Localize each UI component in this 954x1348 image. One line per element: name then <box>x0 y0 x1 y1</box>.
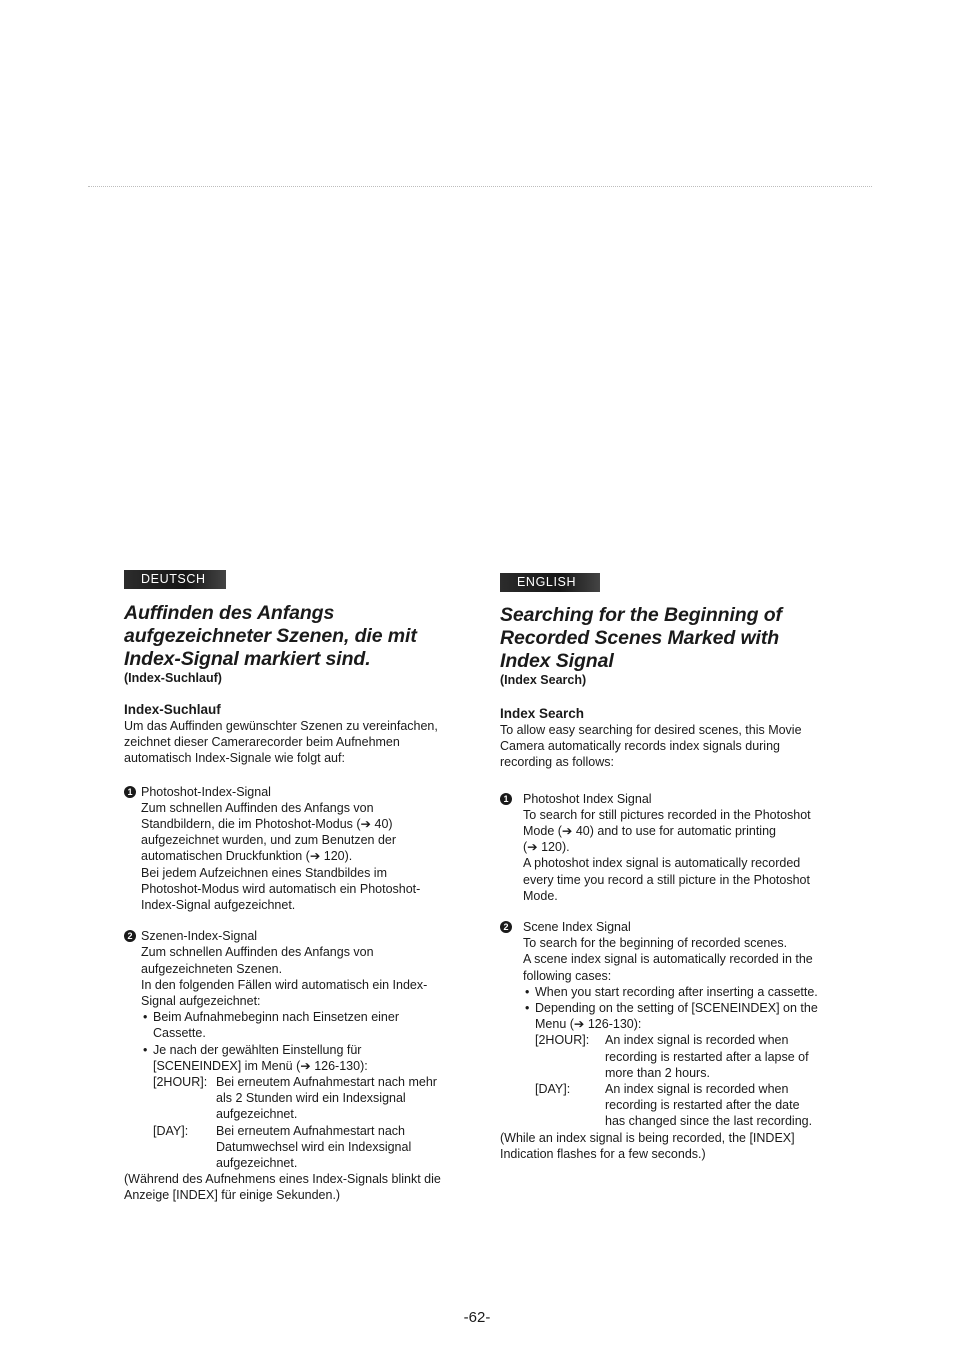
photoshot-signal-english: 1 Photoshot Index Signal To search for still pictures recorded in the Photoshot Mode (➔ 40) and to use for automatic printing (➔ 120). A photoshot index signal is automatically recorded every time you record a still picture in the Photoshot Mode. <box>500 791 830 904</box>
subtitle-english: (Index Search) <box>500 673 587 687</box>
language-tab-english: ENGLISH <box>500 573 600 592</box>
bullet-sceneindex-german: • Je nach der gewählten Einstellung für [SCENEINDEX] im Menü (➔ 126-130): <box>141 1042 454 1074</box>
german-column <box>124 570 454 1204</box>
number-1-icon: 1 <box>124 786 136 798</box>
note-english: (While an index signal is being recorded, the [INDEX] Indication flashes for a few seconds.) <box>500 1130 795 1161</box>
page-title-german: Auffinden des Anfangs aufgezeichneter Szenen, die mit Index-Signal markiert sind. <box>124 602 417 670</box>
scene-signal-german: 2 Szenen-Index-Signal Zum schnellen Auffinden des Anfangs von aufgezeichneten Szenen. In den folgenden Fällen wird automatisch ein Index- Signal aufgezeichnet: • Beim Aufnahmebeginn nach Einsetzen einer Cassette. • Je nach der gewählten Einstellung für [SCENEINDEX] im Menü (➔ 126-130): [2HOUR]: Bei erneutem Aufnahmestart nach mehr als 2 Stunden wird ein Indexsignal aufgezeichnet. [DAY]: Bei erneutem Aufnahmestart nach Datumwechsel wird ein Indexsignal aufgezeichnet. <box>124 928 454 1171</box>
bullet-cassette-german: • Beim Aufnahmebeginn nach Einsetzen einer Cassette. <box>141 1009 454 1041</box>
intro-german: Um das Auffinden gewünschter Szenen zu vereinfachen, zeichnet dieser Camerarecorder beim Aufnehmen automatisch Index-Signale wie folgt auf: <box>124 719 438 766</box>
note-german: (Während des Aufnehmens eines Index-Signals blinkt die Anzeige [INDEX] für einige Sekunden.) <box>124 1172 441 1203</box>
top-divider <box>88 186 872 187</box>
option-day-german: [DAY]: Bei erneutem Aufnahmestart nach Datumwechsel wird ein Indexsignal aufgezeichnet. <box>153 1123 412 1171</box>
bullet-sceneindex-english: • Depending on the setting of [SCENEINDEX] on the Menu (➔ 126-130): <box>523 1000 830 1032</box>
subtitle-german: (Index-Suchlauf) <box>124 671 222 685</box>
language-tab-german: DEUTSCH <box>124 570 226 589</box>
section-heading-english: Index Search <box>500 706 585 721</box>
english-column <box>500 570 830 1162</box>
number-2-icon: 2 <box>500 921 512 933</box>
section-heading-german: Index-Suchlauf <box>124 702 221 717</box>
scene-signal-english: 2 Scene Index Signal To search for the beginning of recorded scenes. A scene index signal is automatically recorded in the following cases: • When you start recording after inserting a cassette. • Depending on the setting of [SCENEINDEX] on the Menu (➔ 126-130): [2HOUR]: An index signal is recorded when recording is restarted after a lapse of more than 2 hours. [DAY]: An index signal is recorded when recording is restarted after the date has changed since the last recording. <box>500 919 830 1130</box>
page-title-english: Searching for the Beginning of Recorded Scenes Marked with Index Signal <box>500 604 782 672</box>
number-2-icon: 2 <box>124 930 136 942</box>
option-2hour-english: [2HOUR]: An index signal is recorded when recording is restarted after a lapse of more than 2 hours. <box>535 1033 809 1080</box>
bullet-cassette-english: • When you start recording after inserting a cassette. <box>523 984 830 1000</box>
photoshot-signal-german: 1 Photoshot-Index-Signal Zum schnellen Auffinden des Anfangs von Standbildern, die im Photoshot-Modus (➔ 40) aufgezeichnet wurden, und zum Benutzen der automatischen Druckfunktion (➔ 120). Bei jedem Aufzeichnen eines Standbildes im Photoshot-Modus wird automatisch ein Photoshot- Index-Signal aufgezeichnet. <box>124 784 454 914</box>
intro-english: To allow easy searching for desired scenes, this Movie Camera automatically records index signals during recording as follows: <box>500 723 802 770</box>
option-2hour-german: [2HOUR]: Bei erneutem Aufnahmestart nach mehr als 2 Stunden wird ein Indexsignal aufgezeichnet. <box>153 1075 437 1122</box>
number-1-icon: 1 <box>500 793 512 805</box>
page-number: -62- <box>463 1309 491 1326</box>
option-day-english: [DAY]: An index signal is recorded when recording is restarted after the date has changed since the last recording. <box>535 1082 813 1129</box>
